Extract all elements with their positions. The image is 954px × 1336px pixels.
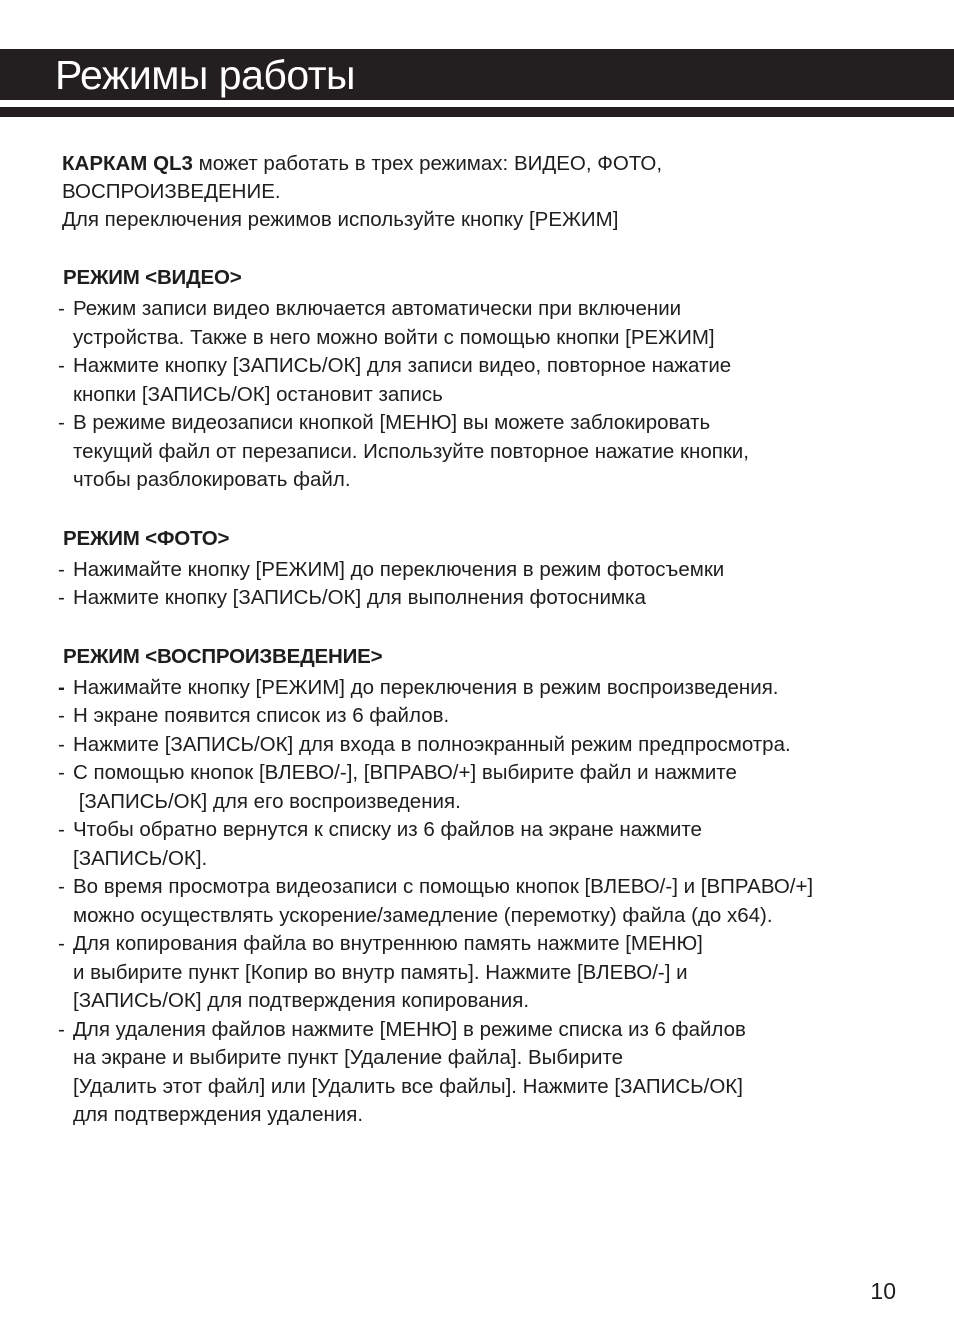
bullet-dash-marker: - — [58, 761, 65, 784]
bullet-dash-marker: - — [58, 297, 65, 320]
bullet-text-line: С помощью кнопок [ВЛЕВО/-], [ВПРАВО/+] выбирите файл и нажмите — [73, 761, 737, 784]
bullet-text-line: и выбирите пункт [Копир во внутр память]. Нажмите [ВЛЕВО/-] и — [73, 960, 688, 984]
bullet-text-line: [ЗАПИСЬ/ОК]. — [73, 846, 208, 870]
bullet-text-line: чтобы разблокировать файл. — [73, 468, 351, 491]
bullet-list — [0, 674, 954, 1130]
bullet-text-line: Для копирования файла во внутреннюю память нажмите [МЕНЮ] — [73, 932, 703, 955]
sections-container — [0, 264, 954, 1130]
bullet-text-line: [ЗАПИСЬ/ОК] для подтверждения копирования. — [73, 989, 530, 1012]
bullet-dash-marker: - — [58, 818, 65, 841]
bullet-text-line: Нажимайте кнопку [РЕЖИМ] до переключения в режим фотосъемки — [73, 557, 725, 581]
bullet-list — [0, 295, 954, 495]
bullet-list — [0, 556, 954, 613]
page-title: Режимы работы — [55, 52, 355, 98]
bullet-dash-marker: - — [58, 586, 65, 609]
bullet-text-line: текущий файл от перезаписи. Используйте повторное нажатие кнопки, — [73, 439, 749, 463]
bullet-text-line: [ЗАПИСЬ/ОК] для его воспроизведения. — [73, 789, 461, 813]
bullet-text-line: Во время просмотра видеозаписи с помощью кнопок [ВЛЕВО/-] и [ВПРАВО/+] — [73, 875, 814, 898]
bullet-text-line: Для удаления файлов нажмите [МЕНЮ] в режиме списка из 6 файлов — [73, 1017, 746, 1041]
bullet-dash-marker: - — [58, 557, 65, 581]
bullet-text-line: для подтверждения удаления. — [73, 1103, 364, 1126]
bullet-text-line: В режиме видеозаписи кнопкой [МЕНЮ] вы можете заблокировать — [73, 411, 711, 434]
mode-section — [0, 525, 954, 613]
intro-line-3: Для переключения режимов используйте кнопку [РЕЖИМ] — [62, 208, 619, 231]
bullet-item — [0, 352, 954, 409]
bullet-dash-marker: - — [58, 675, 65, 699]
bullet-text-line: Нажмите [ЗАПИСЬ/ОК] для входа в полноэкранный режим предпросмотра. — [73, 732, 791, 756]
bullet-item — [0, 759, 954, 816]
bullet-text-line: кнопки [ЗАПИСЬ/ОК] остановит запись — [73, 382, 443, 406]
bullet-dash-marker: - — [58, 1017, 65, 1041]
bullet-text-line: устройства. Также в него можно войти с помощью кнопки [РЕЖИМ] — [73, 325, 715, 349]
bullet-item — [0, 409, 954, 495]
bullet-text-line: Чтобы обратно вернутся к списку из 6 файлов на экране нажмите — [73, 818, 702, 841]
bullet-dash-marker: - — [58, 354, 65, 377]
section-heading: РЕЖИМ <ВОСПРОИЗВЕДЕНИЕ> — [63, 644, 383, 668]
bullet-dash-marker: - — [58, 875, 65, 898]
bullet-text-line: [Удалить этот файл] или [Удалить все файлы]. Нажмите [ЗАПИСЬ/ОК] — [73, 1074, 743, 1098]
bullet-item — [0, 873, 954, 930]
bullet-text-line: Н экране появится список из 6 файлов. — [73, 704, 450, 727]
bullet-text-line: на экране и выбирите пункт [Удаление файла]. Выбирите — [73, 1046, 623, 1069]
bullet-dash-marker: - — [58, 411, 65, 434]
bullet-item — [0, 731, 954, 760]
mode-section — [0, 643, 954, 1130]
bullet-item — [0, 702, 954, 731]
bullet-text-line: Режим записи видео включается автоматически при включении — [73, 297, 682, 320]
bullet-item — [0, 1016, 954, 1130]
document-body — [0, 150, 954, 1130]
page-number: 10 — [870, 1278, 896, 1304]
bullet-item — [0, 674, 954, 703]
bullet-item — [0, 556, 954, 585]
intro-paragraph — [0, 150, 954, 234]
bullet-text-line: можно осуществлять ускорение/замедление (перемотку) файла (до x64). — [73, 903, 773, 927]
bullet-item — [0, 584, 954, 613]
bullet-item — [0, 295, 954, 352]
mode-section — [0, 264, 954, 495]
section-heading: РЕЖИМ <ВИДЕО> — [63, 266, 242, 289]
intro-product-name: КАРКАМ QL3 — [62, 152, 193, 175]
intro-line-2: ВОСПРОИЗВЕДЕНИЕ. — [62, 180, 281, 203]
bullet-item — [0, 816, 954, 873]
bullet-text-line: Нажмите кнопку [ЗАПИСЬ/ОК] для записи видео, повторное нажатие — [73, 354, 732, 377]
header-divider-rule — [0, 107, 954, 117]
bullet-text-line: Нажмите кнопку [ЗАПИСЬ/ОК] для выполнения фотоснимка — [73, 586, 646, 609]
bullet-dash-marker: - — [58, 704, 65, 727]
section-heading: РЕЖИМ <ФОТО> — [63, 526, 230, 550]
bullet-text-line: Нажимайте кнопку [РЕЖИМ] до переключения в режим воспроизведения. — [73, 675, 779, 699]
intro-line-1-rest: может работать в трех режимах: ВИДЕО, ФОТО, — [192, 152, 663, 175]
bullet-dash-marker: - — [58, 932, 65, 955]
bullet-dash-marker: - — [58, 732, 65, 756]
bullet-item — [0, 930, 954, 1016]
